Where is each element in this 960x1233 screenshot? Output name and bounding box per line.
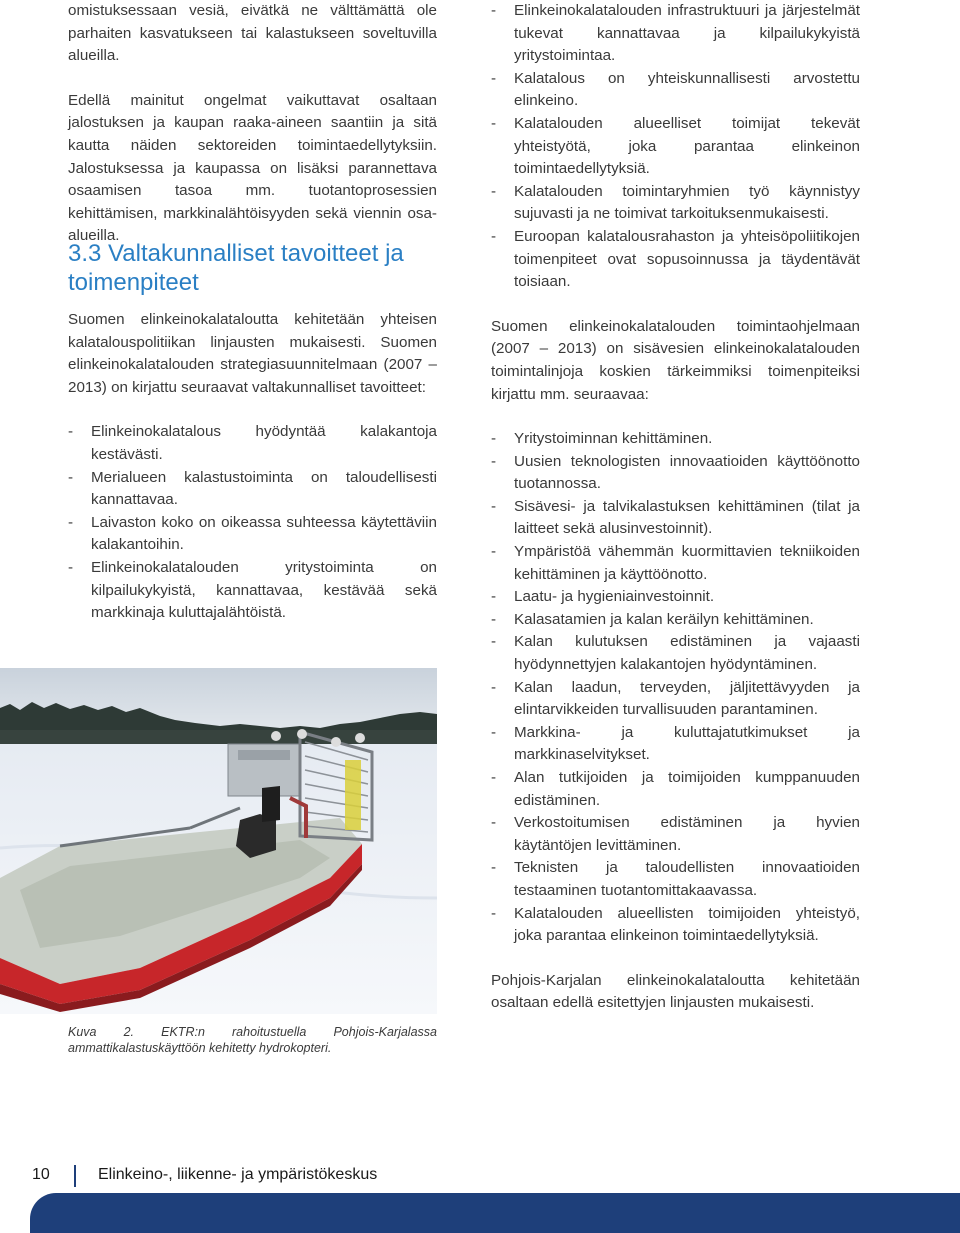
footer-divider	[74, 1165, 76, 1187]
list-item: - Elinkeinokalatalouden infrastruktuuri ja järjestelmät tukevat kannattavaa ja kilpailukykyistä yritystoimintaa.	[491, 0, 860, 68]
publisher-name: Elinkeino-, liikenne- ja ympäristökeskus	[98, 1166, 378, 1183]
list-item: - Kalasatamien ja kalan keräilyn kehittäminen.	[491, 609, 860, 632]
list-item: - Laivaston koko on oikeassa suhteessa käytettäviin kalakantoihin.	[68, 512, 437, 557]
list-item: - Ympäristöä vähemmän kuormittavien tekniikoiden kehittäminen ja käyttöönotto.	[491, 541, 860, 586]
right-column	[491, 0, 860, 1015]
goals-list	[68, 421, 437, 624]
list-item: - Kalatalouden alueellisten toimijoiden yhteistyö, joka parantaa elinkeinon toimintaedellytyksiä.	[491, 903, 860, 948]
page-number: 10	[32, 1166, 50, 1183]
list-item: - Kalatalouden toimintaryhmien työ käynnistyy sujuvasti ja ne toimivat tarkoituksenmukaisesti.	[491, 181, 860, 226]
hydrocopter-photo	[0, 668, 437, 1014]
paragraph-intro-continuation: omistuksessaan vesiä, eivätkä ne välttämättä ole parhaiten kasvatukseen tai kalastukseen soveltuvilla alueilla.	[68, 2, 437, 65]
list-item: - Euroopan kalatalousrahaston ja yhteisöpoliitikojen toimenpiteet ovat sopusoinnussa ja täydentävät toisiaan.	[491, 226, 860, 294]
paragraph-north-karelia: Pohjois-Karjalan elinkeinokalataloutta kehitetään osaltaan edellä esitettyjen linjausten mukaisesti.	[491, 971, 860, 1012]
goals-list-continued	[491, 0, 860, 294]
left-column-top	[68, 0, 437, 248]
list-item: - Elinkeinokalatalouden yritystoiminta on kilpailukykyistä, kannattavaa, kestävää sekä markkinaja kuluttajalähtöistä.	[68, 557, 437, 625]
paragraph-operational-programme: Suomen elinkeinokalatalouden toimintaohjelmaan (2007 – 2013) on sisävesien elinkeinokalatalouden toimintalinjoja koskien tärkeimmiksi toimenpiteiksi kirjattu mm. seuraavaa:	[491, 317, 860, 403]
section-heading: 3.3 Valtakunnalliset tavoitteet ja toimenpiteet	[68, 240, 404, 296]
list-item: - Uusien teknologisten innovaatioiden käyttöönotto tuotannossa.	[491, 451, 860, 496]
list-item: - Verkostoitumisen edistäminen ja hyvien käytäntöjen levittäminen.	[491, 812, 860, 857]
list-item: - Markkina- ja kuluttajatutkimukset ja markkinaselvitykset.	[491, 722, 860, 767]
list-item: - Laatu- ja hygieniainvestoinnit.	[491, 586, 860, 609]
footer-bar	[30, 1193, 960, 1233]
list-item: - Alan tutkijoiden ja toimijoiden kumppanuuden edistäminen.	[491, 767, 860, 812]
list-item: - Elinkeinokalatalous hyödyntää kalakantoja kestävästi.	[68, 421, 437, 466]
list-item: - Yritystoiminnan kehittäminen.	[491, 428, 860, 451]
list-item: - Merialueen kalastustoiminta on taloudellisesti kannattavaa.	[68, 467, 437, 512]
left-column-bottom	[68, 309, 437, 625]
list-item: - Kalatalouden alueelliset toimijat tekevät yhteistyötä, joka parantaa elinkeinon toimintaedellytyksiä.	[491, 113, 860, 181]
list-item: - Kalan laadun, terveyden, jäljitettävyyden ja elintarvikkeiden turvallisuuden parantaminen.	[491, 677, 860, 722]
measures-list	[491, 428, 860, 948]
list-item: - Teknisten ja taloudellisten innovaatioiden testaaminen tuotantomittakaavassa.	[491, 857, 860, 902]
list-item: - Sisävesi- ja talvikalastuksen kehittäminen (tilat ja laitteet sekä alusinvestoinnit).	[491, 496, 860, 541]
figure-caption: Kuva 2. EKTR:n rahoitustuella Pohjois-Karjalassa ammattikalastuskäyttöön kehitetty hydrokopteri.	[68, 1025, 437, 1055]
list-item: - Kalan kulutuksen edistäminen ja vajaasti hyödynnettyjen kalakantojen hyödyntäminen.	[491, 631, 860, 676]
paragraph-national-goals: Suomen elinkeinokalataloutta kehitetään yhteisen kalatalouspolitiikan linjausten mukaisesti. Suomen elinkeinokalatalouden strategiasuunnitelmaan (2007 – 2013) on kirjattu seuraavat valtakunnalliset tavoitteet:	[68, 311, 437, 396]
paragraph-problems: Edellä mainitut ongelmat vaikuttavat osaltaan jalostuksen ja kaupan raaka-aineen saantiin ja sitä kautta näiden sektoreiden toimintaedellytyksiin. Jalostuksessa ja kaupassa on lisäksi parannettava osaamisen tasoa mm. tuotantoprosessien kehittämisen, markkinalähtöisyyden sekä viennin osa-alueilla.	[68, 91, 437, 245]
list-item: - Kalatalous on yhteiskunnallisesti arvostettu elinkeino.	[491, 68, 860, 113]
